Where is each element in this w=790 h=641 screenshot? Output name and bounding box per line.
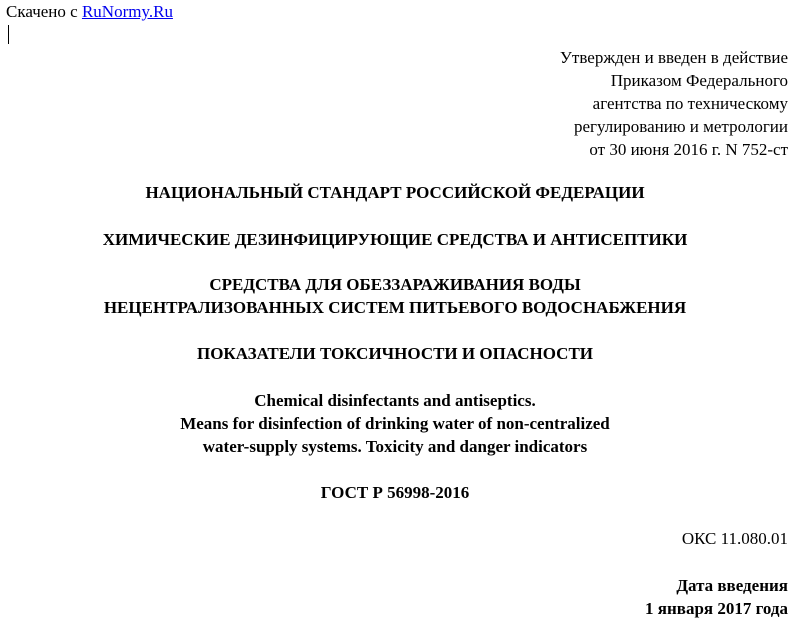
approval-line: Приказом Федерального: [610, 71, 788, 90]
text-cursor: [8, 25, 9, 44]
approval-line: от 30 июня 2016 г. N 752-ст: [589, 140, 788, 159]
introduction-date: 1 января 2017 года: [645, 599, 788, 618]
heading-text: ПОКАЗАТЕЛИ ТОКСИЧНОСТИ И ОПАСНОСТИ: [196, 344, 594, 363]
indicators-heading: [0, 342, 790, 365]
english-title-line: Chemical disinfectants and antiseptics.: [254, 391, 536, 410]
english-title-line: Means for disinfection of drinking water of non-centralized: [180, 414, 610, 433]
approval-line: регулированию и метрологии: [573, 117, 788, 136]
heading-line: СРЕДСТВА ДЛЯ ОБЕЗЗАРАЖИВАНИЯ ВОДЫ: [209, 275, 581, 294]
water-means-heading: [0, 273, 790, 319]
english-title: [0, 389, 790, 458]
oks-code-text: ОКС 11.080.01: [681, 529, 788, 548]
download-prefix: Скачено с: [6, 2, 82, 21]
heading-text: НАЦИОНАЛЬНЫЙ СТАНДАРТ РОССИЙСКОЙ ФЕДЕРАЦИИ: [145, 183, 645, 202]
heading-text: ХИМИЧЕСКИЕ ДЕЗИНФИЦИРУЮЩИЕ СРЕДСТВА И АНТИСЕПТИКИ: [102, 230, 688, 249]
english-title-line: water-supply systems. Toxicity and danger indicators: [202, 437, 588, 456]
heading-line: НЕЦЕНТРАЛИЗОВАННЫХ СИСТЕМ ПИТЬЕВОГО ВОДОСНАБЖЕНИЯ: [103, 298, 687, 317]
standard-code-text: ГОСТ Р 56998-2016: [320, 483, 470, 502]
national-standard-heading: [0, 181, 790, 204]
chemical-agents-heading: [0, 228, 790, 251]
introduction-label: Дата введения: [676, 576, 788, 595]
standard-code: [0, 481, 790, 504]
download-source-line: [6, 0, 173, 23]
introduction-date-block: [645, 574, 788, 620]
approval-line: агентства по техническому: [592, 94, 788, 113]
approval-block: [560, 46, 788, 161]
runormy-link[interactable]: RuNormy.Ru: [81, 2, 173, 21]
oks-code: [682, 527, 788, 550]
approval-line: Утвержден и введен в действие: [559, 48, 788, 67]
